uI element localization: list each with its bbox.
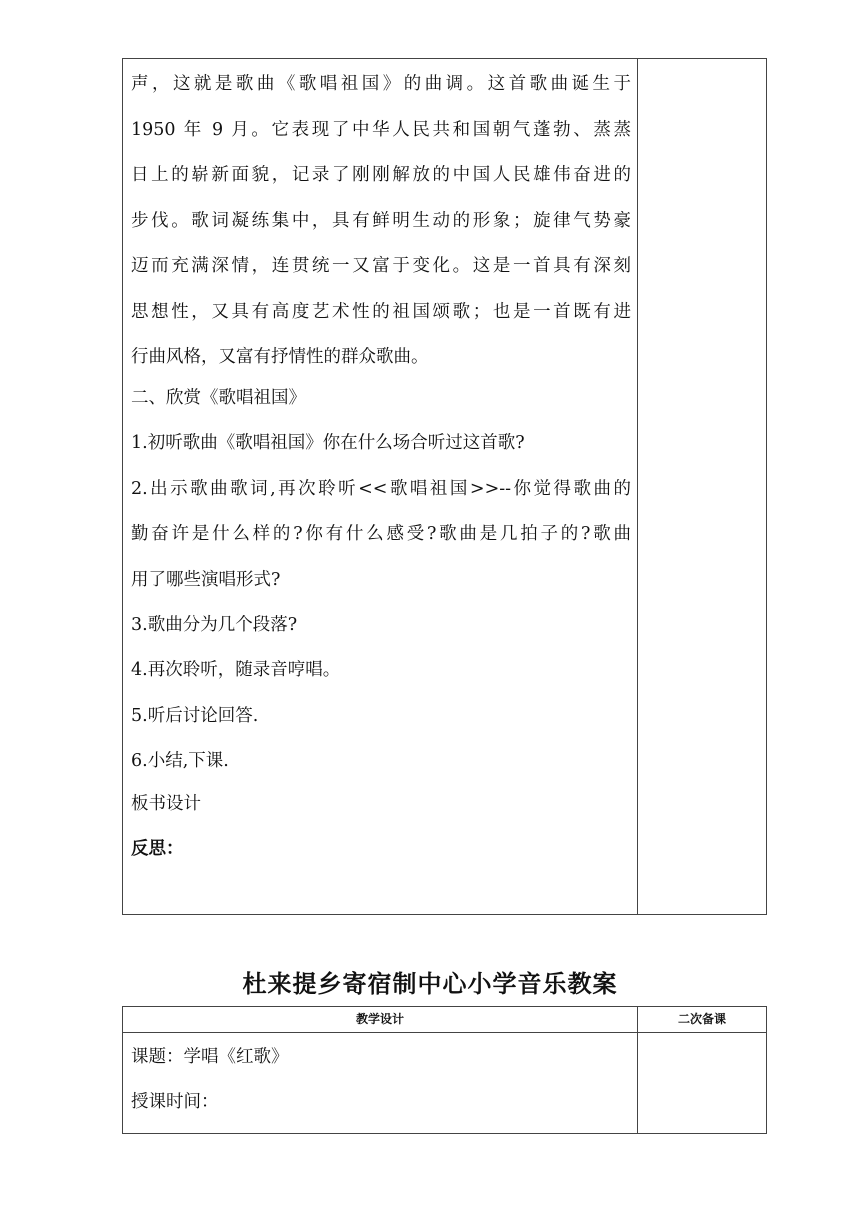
column-divider [637,1007,638,1133]
question-2-end: 用了哪些演唱形式? [131,570,281,590]
question-3: 3.歌曲分为几个段落? [131,615,298,635]
column-divider [637,59,638,914]
question-2: 2.出示歌曲歌词,再次聆听<<歌唱祖国>>--你觉得歌曲的 [131,479,631,499]
lesson-topic: 课题：学唱《红歌》 [131,1047,289,1067]
header-separator [123,1032,766,1033]
text-line: 1950 年 9 月。它表现了中华人民共和国朝气蓬勃、蒸蒸 [131,120,631,140]
board-design-label: 板书设计 [131,794,201,814]
text-line: 步伐。歌词凝练集中，具有鲜明生动的形象；旋律气势豪 [131,211,631,231]
text-line: 日上的崭新面貌，记录了刚刚解放的中国人民雄伟奋进的 [131,165,631,185]
reflection-label: 反思： [131,839,184,859]
question-1: 1.初听歌曲《歌唱祖国》你在什么场合听过这首歌? [131,433,525,453]
text-line: 思想性，又具有高度艺术性的祖国颂歌；也是一首既有进 [131,302,631,322]
step-6: 6.小结,下课. [131,751,229,771]
question-2-continued: 勤奋许是什么样的?你有什么感受?歌曲是几拍子的?歌曲 [131,524,631,544]
text-line: 声，这就是歌曲《歌唱祖国》的曲调。这首歌曲诞生于 [131,74,631,94]
header-teaching-design: 教学设计 [355,1012,404,1026]
document-title: 杜来提乡寄宿制中心小学音乐教案 [242,970,618,998]
step-4: 4.再次聆听，随录音哼唱。 [131,660,341,680]
text-line: 迈而充满深情，连贯统一又富于变化。这是一首具有深刻 [131,256,631,276]
step-5: 5.听后讨论回答. [131,706,259,726]
lesson-content-table [122,58,767,915]
lesson-time: 授课时间： [131,1092,219,1112]
section-heading: 二、欣赏《歌唱祖国》 [131,388,306,408]
header-second-preparation: 二次备课 [677,1012,726,1026]
lesson-plan-table [122,1006,767,1134]
text-line: 行曲风格，又富有抒情性的群众歌曲。 [131,347,429,367]
